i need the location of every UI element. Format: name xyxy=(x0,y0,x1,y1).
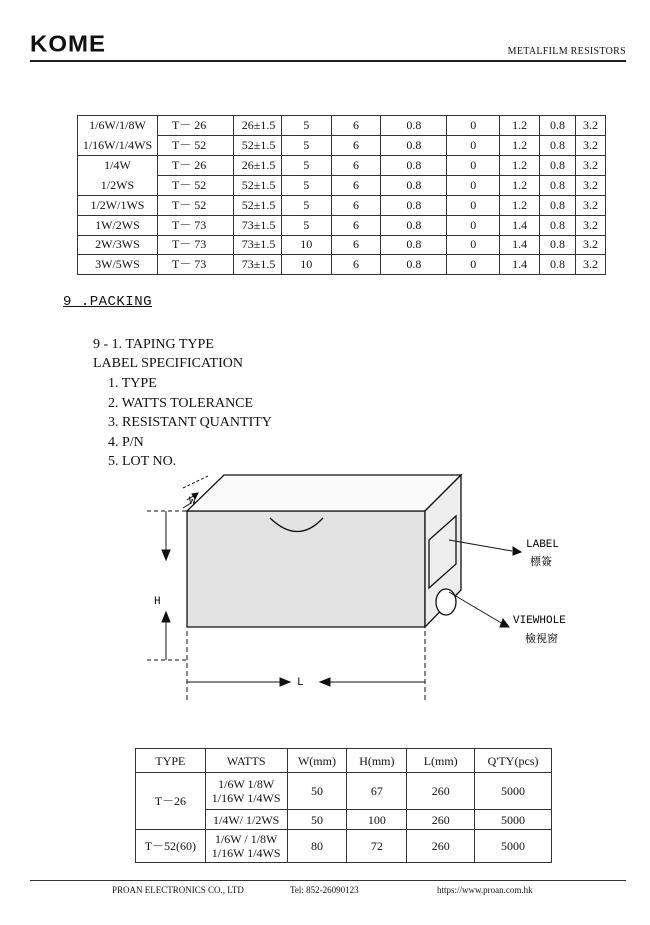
viewhole-circle xyxy=(436,589,456,615)
list-item: 4. P/N xyxy=(108,434,144,450)
cell: 260 xyxy=(407,773,475,810)
tape-code-cell: T－ 52 xyxy=(157,176,233,196)
cell: 3.2 xyxy=(575,176,605,196)
cell: 0 xyxy=(447,235,500,255)
cell: 3.2 xyxy=(575,255,605,275)
tape-code-cell: T－ 52 xyxy=(157,136,233,156)
cell: 3.2 xyxy=(575,116,605,136)
l-dim-label: L xyxy=(297,677,304,689)
viewhole-callout-zh: 檢視窗 xyxy=(525,634,558,646)
list-item: 2. WATTS TOLERANCE xyxy=(108,395,254,411)
cell: 0.8 xyxy=(381,136,447,156)
tape-code-cell: T－ 26 xyxy=(157,116,233,136)
tape-code-cell: T－ 73 xyxy=(157,215,233,235)
header-cell: TYPE xyxy=(136,749,206,773)
cell: 72 xyxy=(347,830,407,863)
cell: 0 xyxy=(447,196,500,216)
tape-code-cell: T－ 52 xyxy=(157,196,233,216)
watts-label: 1/2WS xyxy=(100,177,135,192)
cell: 0.8 xyxy=(381,215,447,235)
footer-url: https://www.proan.com.hk xyxy=(437,885,533,895)
cell: 80 xyxy=(287,830,347,863)
watts-label: 1/6W/1/8W xyxy=(89,118,146,132)
cell: 73±1.5 xyxy=(233,235,281,255)
cell: 67 xyxy=(347,773,407,810)
cell: 0.8 xyxy=(381,156,447,176)
cell: 6 xyxy=(331,196,381,216)
cell: 100 xyxy=(347,810,407,830)
packing-table xyxy=(135,748,552,863)
table-header-row xyxy=(136,749,552,773)
cell: 1.2 xyxy=(500,176,540,196)
footer-tel: Tel: 852-26090123 xyxy=(290,885,359,895)
header-cell: L(mm) xyxy=(407,749,475,773)
cell: 5 xyxy=(281,196,331,216)
h-dim-label: H xyxy=(154,596,161,608)
cell: 0.8 xyxy=(540,255,576,275)
cell: 0.8 xyxy=(540,235,576,255)
cell: 50 xyxy=(287,773,347,810)
header-cell: Q'TY(pcs) xyxy=(475,749,552,773)
cell: 6 xyxy=(331,235,381,255)
cell: 3.2 xyxy=(575,215,605,235)
cell: 0.8 xyxy=(540,136,576,156)
label-callout-zh: 標簽 xyxy=(530,557,552,569)
tape-code-cell: T－ 26 xyxy=(157,156,233,176)
cell: 5000 xyxy=(475,830,552,863)
cell: 3.2 xyxy=(575,136,605,156)
header-cell: H(mm) xyxy=(347,749,407,773)
cell: 1.2 xyxy=(500,156,540,176)
cell: 6 xyxy=(331,136,381,156)
type-cell: T－26 xyxy=(136,773,206,830)
cell: 5 xyxy=(281,215,331,235)
table-row xyxy=(136,830,552,863)
cell: 73±1.5 xyxy=(233,215,281,235)
cell: 3.2 xyxy=(575,156,605,176)
box-front-face xyxy=(187,511,425,627)
cell: 52±1.5 xyxy=(233,136,281,156)
cell: 5 xyxy=(281,176,331,196)
cell: 260 xyxy=(407,810,475,830)
cell: 26±1.5 xyxy=(233,116,281,136)
cell: 0 xyxy=(447,156,500,176)
cell: 5 xyxy=(281,136,331,156)
cell: 5000 xyxy=(475,810,552,830)
cell: 52±1.5 xyxy=(233,196,281,216)
section-title: 9 .PACKING xyxy=(63,294,153,310)
cell: 5 xyxy=(281,156,331,176)
cell: 0 xyxy=(447,215,500,235)
cell: 3.2 xyxy=(575,196,605,216)
table-row xyxy=(136,773,552,810)
document-title: METALFILM RESISTORS xyxy=(507,46,626,57)
cell: 0 xyxy=(447,136,500,156)
watts-label: 1/2W/1WS xyxy=(90,198,145,213)
footer-company: PROAN ELECTRONICS CO., LTD xyxy=(112,885,244,895)
cell: 0.8 xyxy=(540,116,576,136)
watts-label: 3W/5WS xyxy=(95,256,140,271)
cell: 0.8 xyxy=(381,176,447,196)
cell: 6 xyxy=(331,255,381,275)
cell: 26±1.5 xyxy=(233,156,281,176)
cell: 1.4 xyxy=(500,255,540,275)
type-cell: T－52(60) xyxy=(136,830,206,863)
cell: 0 xyxy=(447,116,500,136)
cell: 52±1.5 xyxy=(233,176,281,196)
cell: 1.2 xyxy=(500,196,540,216)
cell: 1.2 xyxy=(500,116,540,136)
cell: 260 xyxy=(407,830,475,863)
taping-type-heading: 9 - 1. TAPING TYPE xyxy=(93,337,214,352)
viewhole-callout-en: VIEWHOLE xyxy=(513,615,566,627)
cell: 5000 xyxy=(475,773,552,810)
watts-cell: 1/6W / 1/8W 1/16W 1/4WS xyxy=(205,830,287,863)
cell: 1.2 xyxy=(500,136,540,156)
cell: 0.8 xyxy=(540,215,576,235)
label-callout-en: LABEL xyxy=(526,539,560,551)
cell: 0.8 xyxy=(381,116,447,136)
list-item: 5. LOT NO. xyxy=(108,454,177,470)
brand-logo: KOME xyxy=(30,31,106,58)
cell: 10 xyxy=(281,255,331,275)
cell: 1.4 xyxy=(500,215,540,235)
cell: 50 xyxy=(287,810,347,830)
list-item: 1. TYPE xyxy=(108,376,157,391)
watts-label: 2W/3WS xyxy=(95,237,140,252)
footer-rule xyxy=(30,880,626,881)
cell: 0.8 xyxy=(540,156,576,176)
cell: 5 xyxy=(281,116,331,136)
cell: 3.2 xyxy=(575,235,605,255)
watts-label: 1/4W xyxy=(104,158,131,173)
watts-label: 1W/2WS xyxy=(95,217,140,232)
cell: 0.8 xyxy=(540,196,576,216)
w-dim-label: W xyxy=(189,496,196,508)
cell: 10 xyxy=(281,235,331,255)
cell: 0 xyxy=(447,255,500,275)
tape-code-cell: T－ 73 xyxy=(157,255,233,275)
cell: 6 xyxy=(331,156,381,176)
cell: 0.8 xyxy=(381,196,447,216)
cell: 6 xyxy=(331,176,381,196)
cell: 0.8 xyxy=(381,255,447,275)
cell: 6 xyxy=(331,116,381,136)
watts-cell: 1/4W/ 1/2WS xyxy=(205,810,287,830)
cell: 0.8 xyxy=(381,235,447,255)
watts-cell: 1/6W 1/8W 1/16W 1/4WS xyxy=(205,773,287,810)
cell: 0.8 xyxy=(540,176,576,196)
header-cell: W(mm) xyxy=(287,749,347,773)
label-spec-heading: LABEL SPECIFICATION xyxy=(93,356,243,371)
tape-code-cell: T－ 73 xyxy=(157,235,233,255)
watts-label: 1/16W/1/4WS xyxy=(82,137,153,152)
cell: 1.4 xyxy=(500,235,540,255)
header-cell: WATTS xyxy=(205,749,287,773)
cell: 0 xyxy=(447,176,500,196)
box-top-face xyxy=(187,475,461,511)
list-item: 3. RESISTANT QUANTITY xyxy=(108,415,272,431)
cell: 6 xyxy=(331,215,381,235)
cell: 73±1.5 xyxy=(233,255,281,275)
